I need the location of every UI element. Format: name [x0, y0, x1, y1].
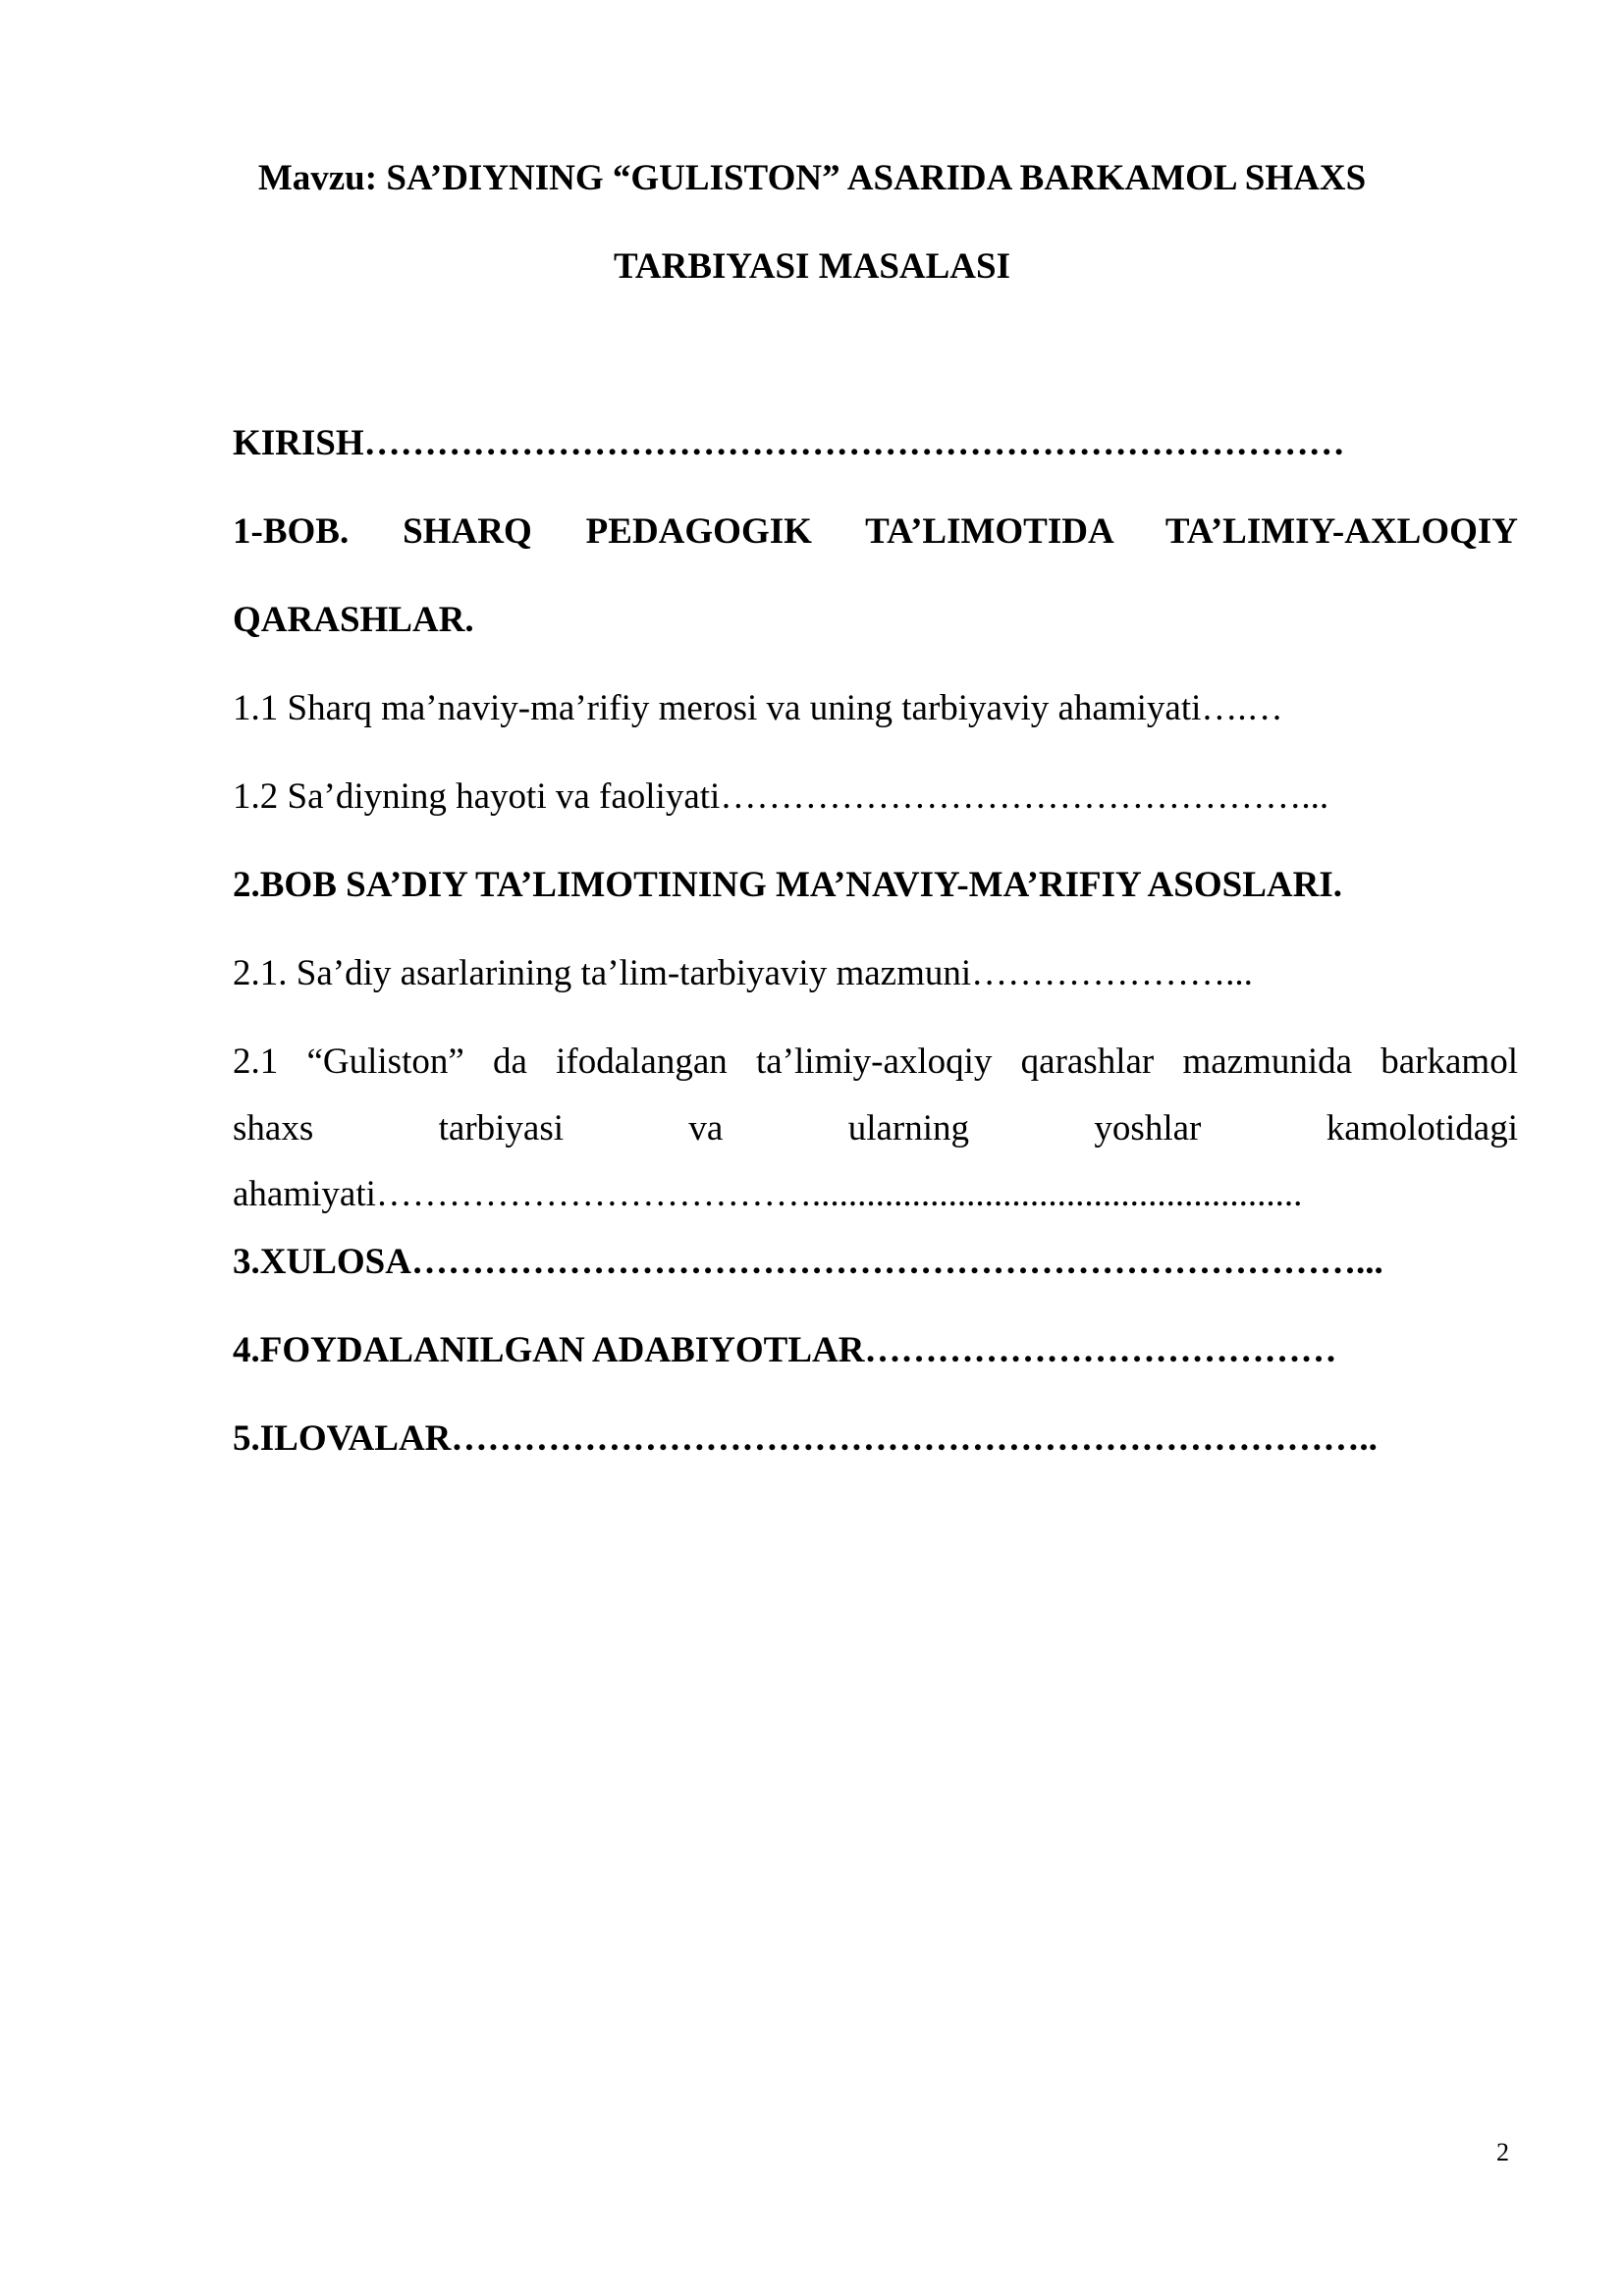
toc-entry-bob1-line2: QARASHLAR. [233, 600, 474, 640]
toc-entry-2-1: 2.1. Sa’diy asarlarining ta’lim-tarbiyaviy mazmuni…………………... [233, 953, 1253, 993]
page-number: 2 [1496, 2138, 1509, 2166]
toc-entry-1-1: 1.1 Sharq ma’naviy-ma’rifiy merosi va uning tarbiyaviy ahamiyati….… [233, 688, 1283, 728]
toc-entry-foydalanilgan: 4.FOYDALANILGAN ADABIYOTLAR………………………………… [233, 1330, 1337, 1370]
title-line-2: TARBIYASI MASALASI [613, 246, 1011, 287]
title-line-1: Mavzu: SA’DIYNING “GULISTON” ASARIDA BARKAMOL SHAXS [257, 158, 1367, 198]
toc-entry-xulosa: 3.XULOSA……………………………………………………………………... [233, 1242, 1383, 1282]
toc-entry-bob2: 2.BOB SA’DIY TA’LIMOTINING MA’NAVIY-MA’RIFIY ASOSLARI. [233, 865, 1342, 905]
toc-entry-1-2: 1.2 Sa’diyning hayoti va faoliyati…………………………………………... [233, 776, 1329, 817]
toc-entry-ilovalar: 5.ILOVALAR………………………………………………………………….. [233, 1418, 1378, 1459]
toc-entry-kirish: KIRISH……………………………………………………………………… [233, 423, 1345, 463]
toc-entry-2-1b-line1: 2.1 “Guliston” da ifodalangan ta’limiy-axloqiy qarashlar mazmunida barkamol [233, 1041, 1518, 1082]
toc-entry-2-1b-line2: shaxs tarbiyasi va ularning yoshlar kamolotidagi [233, 1108, 1518, 1148]
toc-entry-2-1b-line3: ahamiyati………………………………...................................................... [233, 1174, 1303, 1214]
toc-entry-bob1-line1: 1-BOB. SHARQ PEDAGOGIK TA’LIMOTIDA TA’LIMIY-AXLOQIY [233, 511, 1518, 552]
